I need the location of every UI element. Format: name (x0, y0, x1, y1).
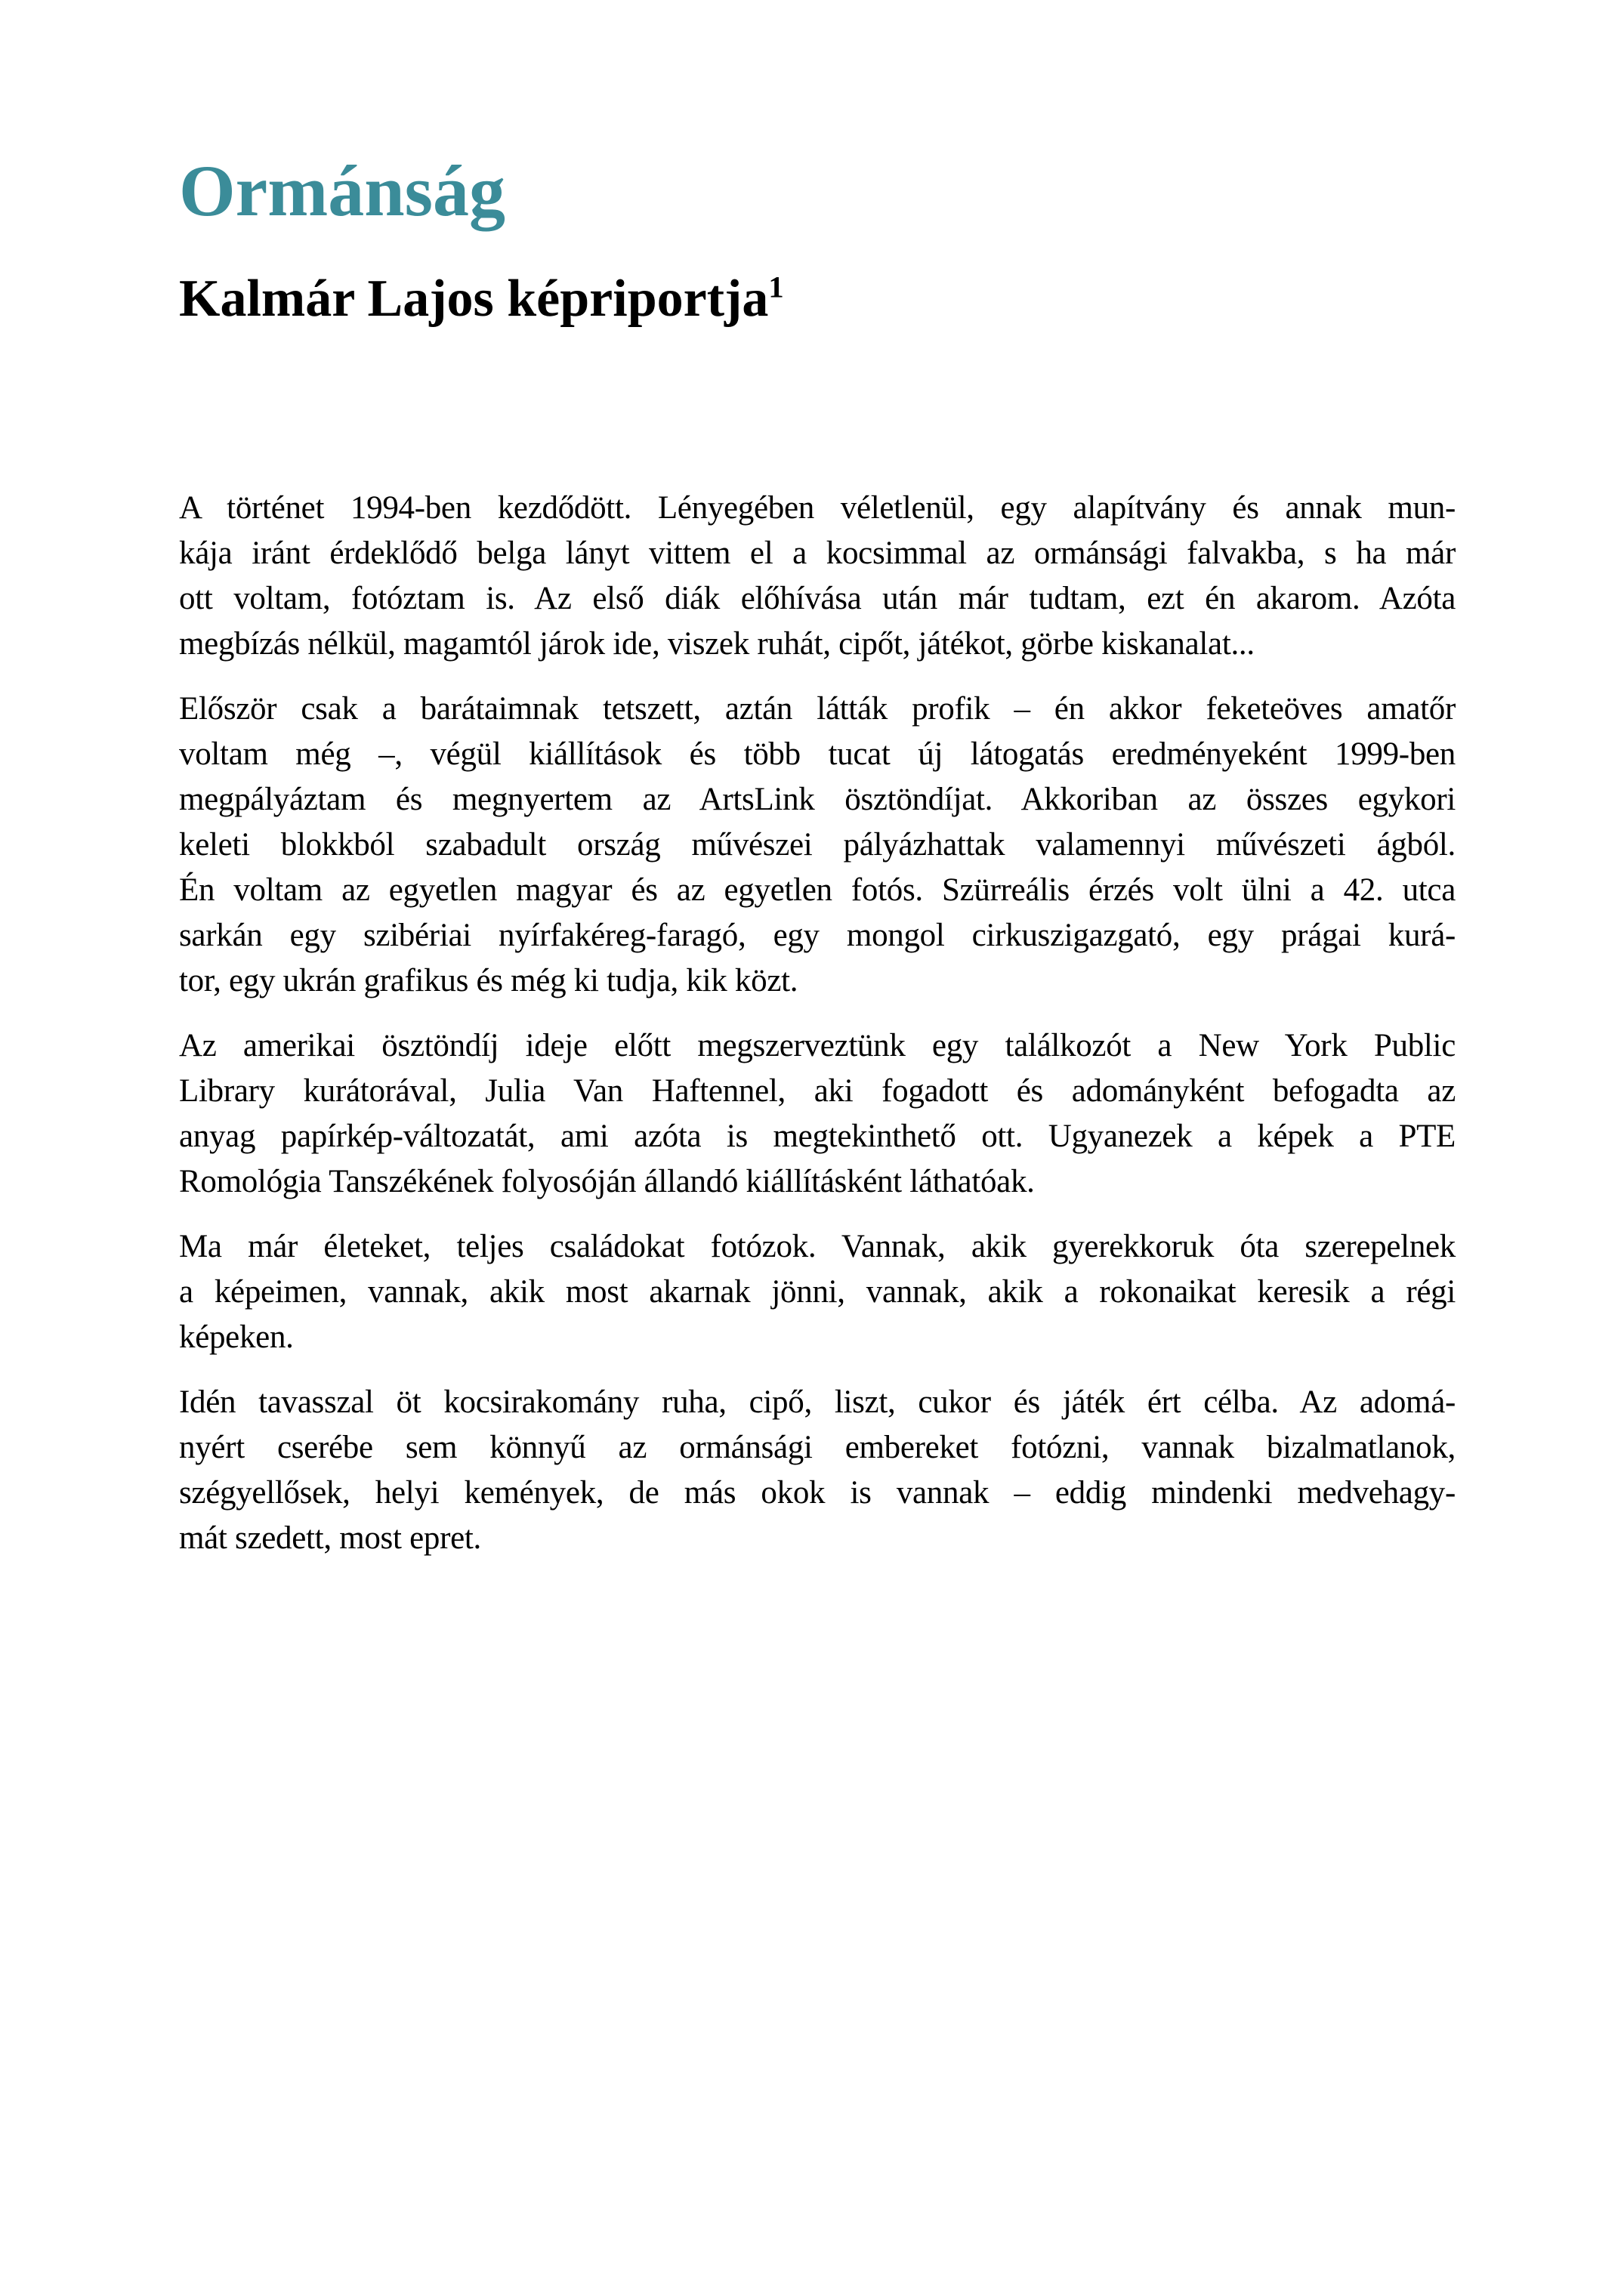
text-line: tor, egy ukrán grafikus és még ki tudja, kik közt. (179, 962, 798, 998)
paragraph (179, 1023, 1456, 1205)
document-content (179, 0, 1456, 1581)
text-line: megpályáztam és megnyertem az ArtsLink ösztöndíjat. Akkoriban az összes egykori (179, 781, 1456, 817)
text-line: képeken. (179, 1319, 294, 1355)
text-line: anyag papírkép-változatát, ami azóta is megtekinthető ott. Ugyanezek a képek a PTE (179, 1118, 1456, 1154)
text-line: Én voltam az egyetlen magyar és az egyetlen fotós. Szürreális érzés volt ülni a 42. utca (179, 872, 1456, 908)
text-line: A történet 1994-ben kezdődött. Lényegében véletlenül, egy alapítvány és annak mun- (179, 489, 1456, 526)
text-line: ott voltam, fotóztam is. Az első diák előhívása után már tudtam, ezt én akarom. Azóta (179, 580, 1456, 616)
text-line: kája iránt érdeklődő belga lányt vittem el a kocsimmal az ormánsági falvakba, s ha már (179, 535, 1456, 571)
text-line: keleti blokkból szabadult ország művészei pályázhattak valamennyi művészeti ágból. (179, 826, 1456, 863)
footnote-marker: 1 (768, 270, 784, 304)
text-line: Romológia Tanszékének folyosóján állandó kiállításként láthatóak. (179, 1163, 1035, 1199)
paragraph (179, 1380, 1456, 1561)
document-body (179, 486, 1456, 1561)
text-line: Először csak a barátaimnak tetszett, aztán látták profik – én akkor feketeöves amatőr (179, 690, 1456, 727)
text-line: Idén tavasszal öt kocsirakomány ruha, cipő, liszt, cukor és játék ért célba. Az adomá- (179, 1384, 1456, 1420)
text-line: voltam még –, végül kiállítások és több tucat új látogatás eredményeként 1999-ben (179, 736, 1456, 772)
text-line: Library kurátorával, Julia Van Haftennel, aki fogadott és adományként befogadta az (179, 1072, 1456, 1109)
text-line: sarkán egy szibériai nyírfakéreg-faragó, egy mongol cirkuszigazgató, egy prágai kurá- (179, 917, 1456, 953)
paragraph (179, 687, 1456, 1004)
paragraph (179, 486, 1456, 667)
paragraph (179, 1224, 1456, 1360)
document-subtitle (179, 267, 1456, 331)
text-line: megbízás nélkül, magamtól járok ide, viszek ruhát, cipőt, játékot, görbe kiskanalat... (179, 625, 1255, 662)
text-line: szégyellősek, helyi kemények, de más okok is vannak – eddig mindenki medvehagy- (179, 1474, 1456, 1511)
text-line: Ma már életeket, teljes családokat fotózok. Vannak, akik gyerekkoruk óta szerepelnek (179, 1228, 1456, 1264)
subtitle-text: Kalmár Lajos képriportja (179, 269, 769, 328)
text-line: Az amerikai ösztöndíj ideje előtt megszerveztünk egy találkozót a New York Public (179, 1027, 1456, 1063)
text-line: a képeimen, vannak, akik most akarnak jönni, vannak, akik a rokonaikat keresik a régi (179, 1273, 1456, 1310)
text-line: mát szedett, most epret. (179, 1520, 481, 1556)
text-line: nyért cserébe sem könnyű az ormánsági embereket fotózni, vannak bizalmatlanok, (179, 1429, 1456, 1465)
document-title: Ormánság (179, 150, 505, 231)
